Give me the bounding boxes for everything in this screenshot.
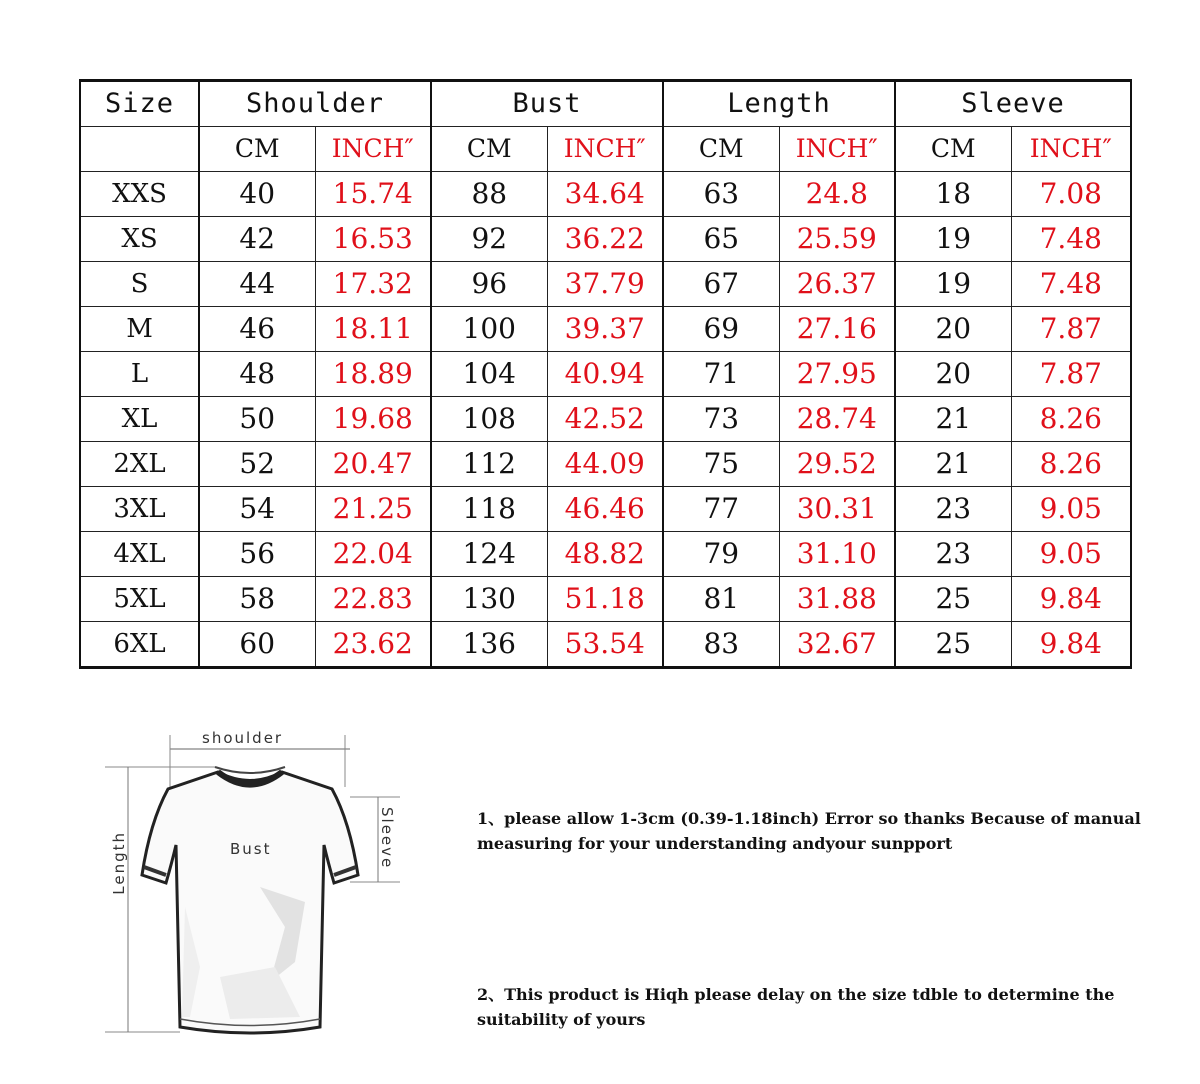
- table-row: [80, 307, 1131, 352]
- sleeve-cm-cell: 21: [895, 397, 1011, 442]
- sleeve-inch-cell: 9.05: [1011, 487, 1131, 532]
- diagram-label-sleeve: Sleeve: [378, 807, 396, 870]
- length-cm-cell: 67: [663, 262, 779, 307]
- size-cell: 4XL: [80, 532, 199, 577]
- bust-inch-cell: 46.46: [547, 487, 663, 532]
- sleeve-cm-cell: 19: [895, 217, 1011, 262]
- header-length: Length: [663, 81, 895, 127]
- sleeve-inch-cell: 7.87: [1011, 307, 1131, 352]
- bust-inch-cell: 42.52: [547, 397, 663, 442]
- sleeve-inch-cell: 7.48: [1011, 262, 1131, 307]
- shoulder-cm-cell: 42: [199, 217, 315, 262]
- shoulder-inch-cell: 22.04: [315, 532, 431, 577]
- sleeve-inch-cell: 7.48: [1011, 217, 1131, 262]
- bust-cm-cell: 118: [431, 487, 547, 532]
- tshirt-icon: [100, 727, 400, 1057]
- shoulder-inch-cell: 22.83: [315, 577, 431, 622]
- length-inch-cell: 28.74: [779, 397, 895, 442]
- bust-inch-cell: 36.22: [547, 217, 663, 262]
- length-inch-cell: 25.59: [779, 217, 895, 262]
- bust-cm-cell: 130: [431, 577, 547, 622]
- length-inch-cell: 30.31: [779, 487, 895, 532]
- shoulder-cm-cell: 54: [199, 487, 315, 532]
- length-inch-cell: 32.67: [779, 622, 895, 668]
- note-measurement-error: 1、please allow 1-3cm (0.39-1.18inch) Error so thanks Because of manual measuring for your understanding andyour sunpport: [477, 809, 1141, 853]
- shoulder-inch-cell: 17.32: [315, 262, 431, 307]
- unit-blank: [80, 127, 199, 172]
- shoulder-cm-cell: 46: [199, 307, 315, 352]
- unit-row: [80, 127, 1131, 172]
- length-cm-cell: 65: [663, 217, 779, 262]
- unit-cm: CM: [895, 127, 1011, 172]
- length-inch-cell: 29.52: [779, 442, 895, 487]
- shoulder-inch-cell: 19.68: [315, 397, 431, 442]
- size-cell: XXS: [80, 172, 199, 217]
- bust-cm-cell: 88: [431, 172, 547, 217]
- table-header-row: [80, 81, 1131, 127]
- sleeve-cm-cell: 25: [895, 622, 1011, 668]
- sleeve-cm-cell: 25: [895, 577, 1011, 622]
- length-inch-cell: 27.16: [779, 307, 895, 352]
- sleeve-inch-cell: 8.26: [1011, 397, 1131, 442]
- shoulder-inch-cell: 21.25: [315, 487, 431, 532]
- length-cm-cell: 69: [663, 307, 779, 352]
- size-cell: XL: [80, 397, 199, 442]
- sleeve-cm-cell: 20: [895, 307, 1011, 352]
- length-inch-cell: 27.95: [779, 352, 895, 397]
- size-chart-table: [79, 79, 1132, 669]
- length-inch-cell: 31.10: [779, 532, 895, 577]
- bust-inch-cell: 53.54: [547, 622, 663, 668]
- sleeve-inch-cell: 7.08: [1011, 172, 1131, 217]
- shoulder-inch-cell: 23.62: [315, 622, 431, 668]
- table-row: [80, 262, 1131, 307]
- length-inch-cell: 24.8: [779, 172, 895, 217]
- size-cell: S: [80, 262, 199, 307]
- bust-cm-cell: 124: [431, 532, 547, 577]
- sleeve-inch-cell: 9.84: [1011, 622, 1131, 668]
- diagram-label-bust: Bust: [230, 840, 272, 858]
- shoulder-cm-cell: 48: [199, 352, 315, 397]
- bust-inch-cell: 39.37: [547, 307, 663, 352]
- sleeve-inch-cell: 9.05: [1011, 532, 1131, 577]
- sleeve-inch-cell: 9.84: [1011, 577, 1131, 622]
- table-row: [80, 532, 1131, 577]
- sleeve-cm-cell: 18: [895, 172, 1011, 217]
- size-cell: 5XL: [80, 577, 199, 622]
- unit-cm: CM: [663, 127, 779, 172]
- diagram-label-length: Length: [110, 831, 128, 895]
- bust-inch-cell: 48.82: [547, 532, 663, 577]
- bust-cm-cell: 108: [431, 397, 547, 442]
- length-cm-cell: 83: [663, 622, 779, 668]
- unit-inch: INCH″: [547, 127, 663, 172]
- sleeve-cm-cell: 20: [895, 352, 1011, 397]
- size-cell: L: [80, 352, 199, 397]
- table-row: [80, 352, 1131, 397]
- shoulder-cm-cell: 56: [199, 532, 315, 577]
- length-cm-cell: 79: [663, 532, 779, 577]
- sleeve-inch-cell: 8.26: [1011, 442, 1131, 487]
- bust-cm-cell: 136: [431, 622, 547, 668]
- bust-cm-cell: 92: [431, 217, 547, 262]
- length-cm-cell: 71: [663, 352, 779, 397]
- bust-cm-cell: 100: [431, 307, 547, 352]
- shoulder-cm-cell: 58: [199, 577, 315, 622]
- length-cm-cell: 73: [663, 397, 779, 442]
- size-cell: 3XL: [80, 487, 199, 532]
- length-cm-cell: 81: [663, 577, 779, 622]
- sleeve-inch-cell: 7.87: [1011, 352, 1131, 397]
- size-cell: 2XL: [80, 442, 199, 487]
- table-row: [80, 397, 1131, 442]
- unit-inch: INCH″: [315, 127, 431, 172]
- table-row: [80, 487, 1131, 532]
- unit-cm: CM: [431, 127, 547, 172]
- shoulder-cm-cell: 50: [199, 397, 315, 442]
- header-bust: Bust: [431, 81, 663, 127]
- bust-inch-cell: 40.94: [547, 352, 663, 397]
- shoulder-cm-cell: 60: [199, 622, 315, 668]
- shoulder-inch-cell: 15.74: [315, 172, 431, 217]
- notes-section: [477, 806, 1167, 1029]
- size-cell: 6XL: [80, 622, 199, 668]
- table-row: [80, 172, 1131, 217]
- length-inch-cell: 26.37: [779, 262, 895, 307]
- shoulder-inch-cell: 18.89: [315, 352, 431, 397]
- length-cm-cell: 75: [663, 442, 779, 487]
- unit-inch: INCH″: [779, 127, 895, 172]
- unit-cm: CM: [199, 127, 315, 172]
- shoulder-cm-cell: 44: [199, 262, 315, 307]
- header-shoulder: Shoulder: [199, 81, 431, 127]
- table-row: [80, 442, 1131, 487]
- tshirt-measurement-diagram: [100, 727, 400, 1057]
- table-row: [80, 217, 1131, 262]
- bust-inch-cell: 51.18: [547, 577, 663, 622]
- header-size: Size: [80, 81, 199, 127]
- unit-inch: INCH″: [1011, 127, 1131, 172]
- bust-cm-cell: 104: [431, 352, 547, 397]
- header-sleeve: Sleeve: [895, 81, 1131, 127]
- shoulder-inch-cell: 16.53: [315, 217, 431, 262]
- shoulder-inch-cell: 20.47: [315, 442, 431, 487]
- note-size-check: 2、This product is Hiqh please delay on the size tdble to determine the suitability of yours: [477, 985, 1115, 1029]
- length-inch-cell: 31.88: [779, 577, 895, 622]
- bust-cm-cell: 96: [431, 262, 547, 307]
- bust-inch-cell: 34.64: [547, 172, 663, 217]
- size-cell: M: [80, 307, 199, 352]
- sleeve-cm-cell: 19: [895, 262, 1011, 307]
- shoulder-cm-cell: 52: [199, 442, 315, 487]
- size-cell: XS: [80, 217, 199, 262]
- bust-cm-cell: 112: [431, 442, 547, 487]
- shoulder-cm-cell: 40: [199, 172, 315, 217]
- length-cm-cell: 77: [663, 487, 779, 532]
- sleeve-cm-cell: 23: [895, 532, 1011, 577]
- table-row: [80, 577, 1131, 622]
- bust-inch-cell: 44.09: [547, 442, 663, 487]
- table-row: [80, 622, 1131, 668]
- sleeve-cm-cell: 21: [895, 442, 1011, 487]
- bust-inch-cell: 37.79: [547, 262, 663, 307]
- length-cm-cell: 63: [663, 172, 779, 217]
- diagram-label-shoulder: shoulder: [202, 729, 284, 747]
- sleeve-cm-cell: 23: [895, 487, 1011, 532]
- shoulder-inch-cell: 18.11: [315, 307, 431, 352]
